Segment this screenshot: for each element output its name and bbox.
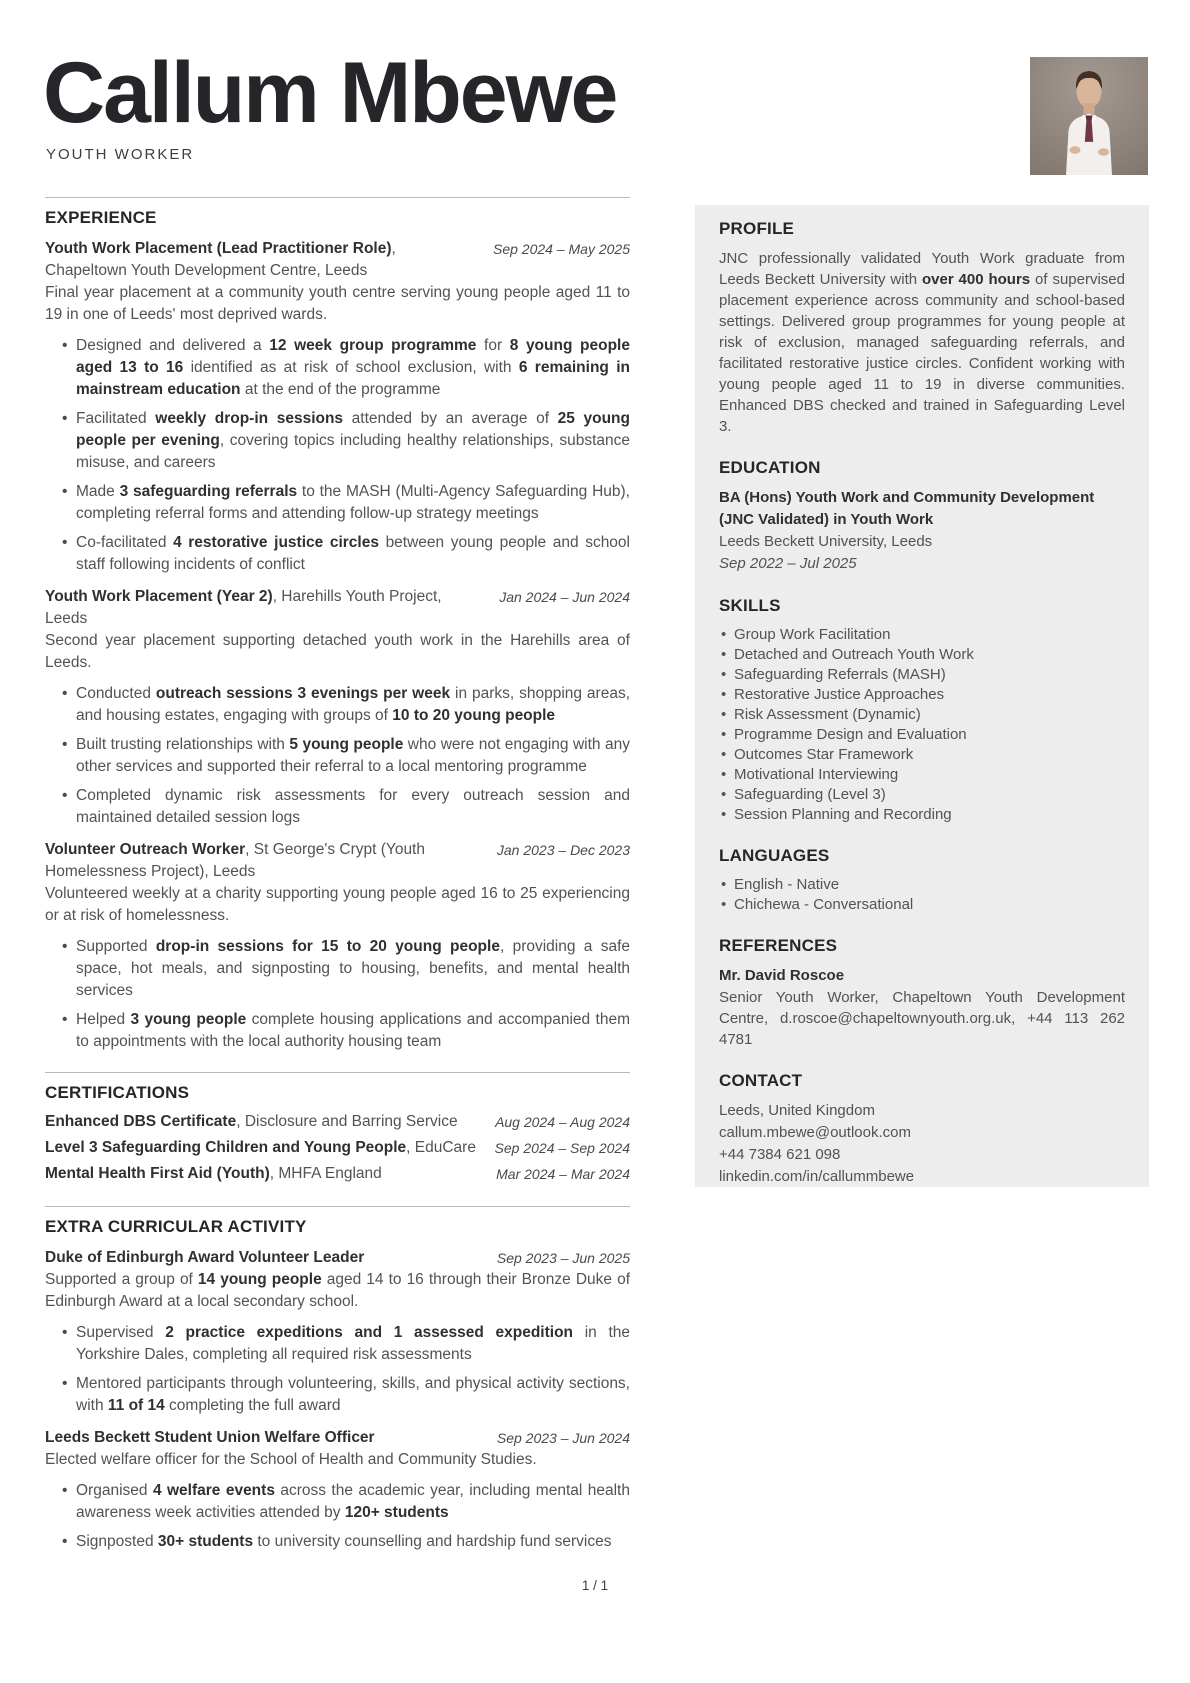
certification-name: Mental Health First Aid (Youth) <box>45 1165 270 1182</box>
contact-heading: CONTACT <box>719 1071 803 1090</box>
education-institution: Leeds Beckett University, Leeds <box>719 533 933 550</box>
experience-list <box>45 238 630 1053</box>
experience-entry <box>45 586 630 829</box>
certification-name: Enhanced DBS Certificate <box>45 1113 237 1130</box>
job-title: Volunteer Outreach Worker <box>45 841 246 858</box>
education-section <box>719 458 1125 575</box>
skill-item: • Group Work Facilitation <box>734 625 1125 645</box>
profile-photo <box>1030 57 1148 175</box>
job-bullet-list <box>45 936 630 1053</box>
activity-bullet-list <box>45 1322 630 1417</box>
reference-details: Senior Youth Worker, Chapeltown Youth Development Centre, d.roscoe@chapeltownyouth.org.uk, +44 113 262 4781 <box>719 989 1125 1048</box>
skill-item: • Safeguarding (Level 3) <box>734 785 1125 805</box>
job-bullet: • Made 3 safeguarding referrals to the MASH (Multi-Agency Safeguarding Hub), completing referral forms and attending follow-up strategy meetings <box>76 481 630 525</box>
skill-item: • Session Planning and Recording <box>734 805 1125 825</box>
languages-list <box>719 875 1125 915</box>
job-dates: Sep 2024 – May 2025 <box>493 241 630 257</box>
certification-name: Level 3 Safeguarding Children and Young People <box>45 1139 407 1156</box>
job-bullet-list <box>45 683 630 829</box>
job-dates: Jan 2024 – Jun 2024 <box>499 589 630 605</box>
education-heading: EDUCATION <box>719 458 821 477</box>
skill-item: • Outcomes Star Framework <box>734 745 1125 765</box>
skill-item: • Programme Design and Evaluation <box>734 725 1125 745</box>
section-divider <box>45 1072 630 1073</box>
person-name: Callum Mbewe <box>43 45 617 141</box>
job-summary: Volunteered weekly at a charity supporting young people aged 16 to 25 experiencing or at risk of homelessness. <box>45 885 630 924</box>
language-item: • Chichewa - Conversational <box>734 895 1125 915</box>
languages-section <box>719 846 1125 915</box>
skills-heading: SKILLS <box>719 596 781 615</box>
activity-bullet-list <box>45 1480 630 1553</box>
certification-row <box>45 1135 630 1161</box>
skill-item: • Restorative Justice Approaches <box>734 685 1125 705</box>
job-bullet: • Designed and delivered a 12 week group programme for 8 young people aged 13 to 16 identified as at risk of school exclusion, with 6 remaining in mainstream education at the end of the programme <box>76 335 630 401</box>
job-summary: Final year placement at a community youth centre serving young people aged 11 to 19 in one of Leeds' most deprived wards. <box>45 284 630 323</box>
certification-issuer: , EduCare <box>406 1139 476 1156</box>
page-number: 1 / 1 <box>581 1578 609 1593</box>
reference-name: Mr. David Roscoe <box>719 967 845 984</box>
job-header <box>45 238 630 282</box>
experience-entry <box>45 238 630 576</box>
activity-title: Leeds Beckett Student Union Welfare Officer <box>45 1429 375 1446</box>
section-divider <box>45 1206 630 1207</box>
skills-list <box>719 625 1125 825</box>
activity-title: Duke of Edinburgh Award Volunteer Leader <box>45 1249 365 1266</box>
skills-section <box>719 596 1125 825</box>
experience-heading: EXPERIENCE <box>45 208 157 227</box>
references-section <box>719 936 1125 1050</box>
experience-section <box>45 197 630 1053</box>
contact-line: callum.mbewe@outlook.com <box>719 1124 911 1141</box>
job-title: Youth Work Placement (Year 2) <box>45 588 273 605</box>
sidebar-panel <box>695 205 1149 1187</box>
certification-dates: Mar 2024 – Mar 2024 <box>496 1166 630 1182</box>
activity-header <box>45 1247 630 1269</box>
contact-line: Leeds, United Kingdom <box>719 1102 875 1119</box>
contact-line: linkedin.com/in/callummbewe <box>719 1168 915 1185</box>
certification-issuer: , MHFA England <box>269 1165 382 1182</box>
experience-entry <box>45 839 630 1053</box>
job-organisation: , Chapeltown Youth Development Centre, Leeds <box>45 240 396 279</box>
skill-item: • Motivational Interviewing <box>734 765 1125 785</box>
skill-item: • Risk Assessment (Dynamic) <box>734 705 1125 725</box>
certification-dates: Sep 2024 – Sep 2024 <box>494 1140 630 1156</box>
job-bullet: • Facilitated weekly drop-in sessions attended by an average of 25 young people per evening, covering topics including healthy relationships, substance misuse, and careers <box>76 408 630 474</box>
activity-bullet: • Mentored participants through volunteering, skills, and physical activity sections, with 11 of 14 completing the full award <box>76 1373 630 1417</box>
job-header <box>45 839 630 883</box>
job-bullet: • Supported drop-in sessions for 15 to 20 young people, providing a safe space, hot meals, and signposting to housing, benefits, and mental health services <box>76 936 630 1002</box>
education-dates: Sep 2022 – Jul 2025 <box>719 555 857 572</box>
certification-row <box>45 1161 630 1187</box>
activity-summary: Supported a group of 14 young people aged 14 to 16 through their Bronze Duke of Edinburgh Award at a local secondary school. <box>45 1271 630 1310</box>
language-item: • English - Native <box>734 875 1125 895</box>
profile-text: JNC professionally validated Youth Work graduate from Leeds Beckett University with over 400 hours of supervised placement experience across community and school-based settings. Delivered group programmes for young people at risk of exclusion, managed safeguarding referrals, and facilitated restorative justice circles. Confident working with young people aged 11 to 19 in diverse communities. Enhanced DBS checked and trained in Safeguarding Level 3. <box>719 250 1125 435</box>
certifications-section <box>45 1072 630 1187</box>
activity-dates: Sep 2023 – Jun 2025 <box>496 1250 630 1266</box>
section-divider <box>45 197 630 198</box>
degree-title: BA (Hons) Youth Work and Community Development (JNC Validated) in Youth Work <box>719 489 1095 528</box>
activity-bullet: • Supervised 2 practice expeditions and 1 assessed expedition in the Yorkshire Dales, completing all required risk assessments <box>76 1322 630 1366</box>
job-bullet-list <box>45 335 630 576</box>
job-title: Youth Work Placement (Lead Practitioner Role) <box>45 240 392 257</box>
extra-curricular-list <box>45 1247 630 1553</box>
contact-section <box>719 1071 1125 1187</box>
job-header <box>45 586 630 630</box>
contact-list <box>719 1100 1125 1187</box>
contact-line: +44 7384 621 098 <box>719 1146 841 1163</box>
profile-heading: PROFILE <box>719 219 795 238</box>
activity-bullet: • Signposted 30+ students to university counselling and hardship fund services <box>76 1531 630 1553</box>
job-bullet: • Built trusting relationships with 5 young people who were not engaging with any other services and supported their referral to a local mentoring programme <box>76 734 630 778</box>
job-dates: Jan 2023 – Dec 2023 <box>496 842 630 858</box>
person-job-title: YOUTH WORKER <box>46 146 195 163</box>
references-heading: REFERENCES <box>719 936 838 955</box>
activity-entry <box>45 1247 630 1417</box>
job-bullet: • Conducted outreach sessions 3 evenings per week in parks, shopping areas, and housing estates, engaging with groups of 10 to 20 young people <box>76 683 630 727</box>
certification-issuer: , Disclosure and Barring Service <box>236 1113 458 1130</box>
languages-heading: LANGUAGES <box>719 846 830 865</box>
activity-dates: Sep 2023 – Jun 2024 <box>496 1430 630 1446</box>
activity-header <box>45 1427 630 1449</box>
job-bullet: • Helped 3 young people complete housing applications and accompanied them to appointments with the local authority housing team <box>76 1009 630 1053</box>
extra-curricular-heading: EXTRA CURRICULAR ACTIVITY <box>45 1217 307 1236</box>
skill-item: • Detached and Outreach Youth Work <box>734 645 1125 665</box>
job-organisation: , Harehills Youth Project, Leeds <box>45 588 442 627</box>
job-organisation: , St George's Crypt (Youth Homelessness Project), Leeds <box>45 841 425 880</box>
profile-section <box>719 219 1125 437</box>
job-bullet: • Co-facilitated 4 restorative justice circles between young people and school staff following incidents of conflict <box>76 532 630 576</box>
certifications-heading: CERTIFICATIONS <box>45 1083 190 1102</box>
activity-summary: Elected welfare officer for the School of Health and Community Studies. <box>45 1451 537 1468</box>
certification-dates: Aug 2024 – Aug 2024 <box>495 1114 630 1130</box>
activity-entry <box>45 1427 630 1553</box>
job-summary: Second year placement supporting detached youth work in the Harehills area of Leeds. <box>45 632 630 671</box>
certification-row <box>45 1109 630 1135</box>
job-bullet: • Completed dynamic risk assessments for every outreach session and maintained detailed session logs <box>76 785 630 829</box>
activity-bullet: • Organised 4 welfare events across the academic year, including mental health awareness week activities attended by 120+ students <box>76 1480 630 1524</box>
extra-curricular-section <box>45 1206 630 1553</box>
main-column <box>45 197 630 1560</box>
certifications-list <box>45 1109 630 1187</box>
skill-item: • Safeguarding Referrals (MASH) <box>734 665 1125 685</box>
